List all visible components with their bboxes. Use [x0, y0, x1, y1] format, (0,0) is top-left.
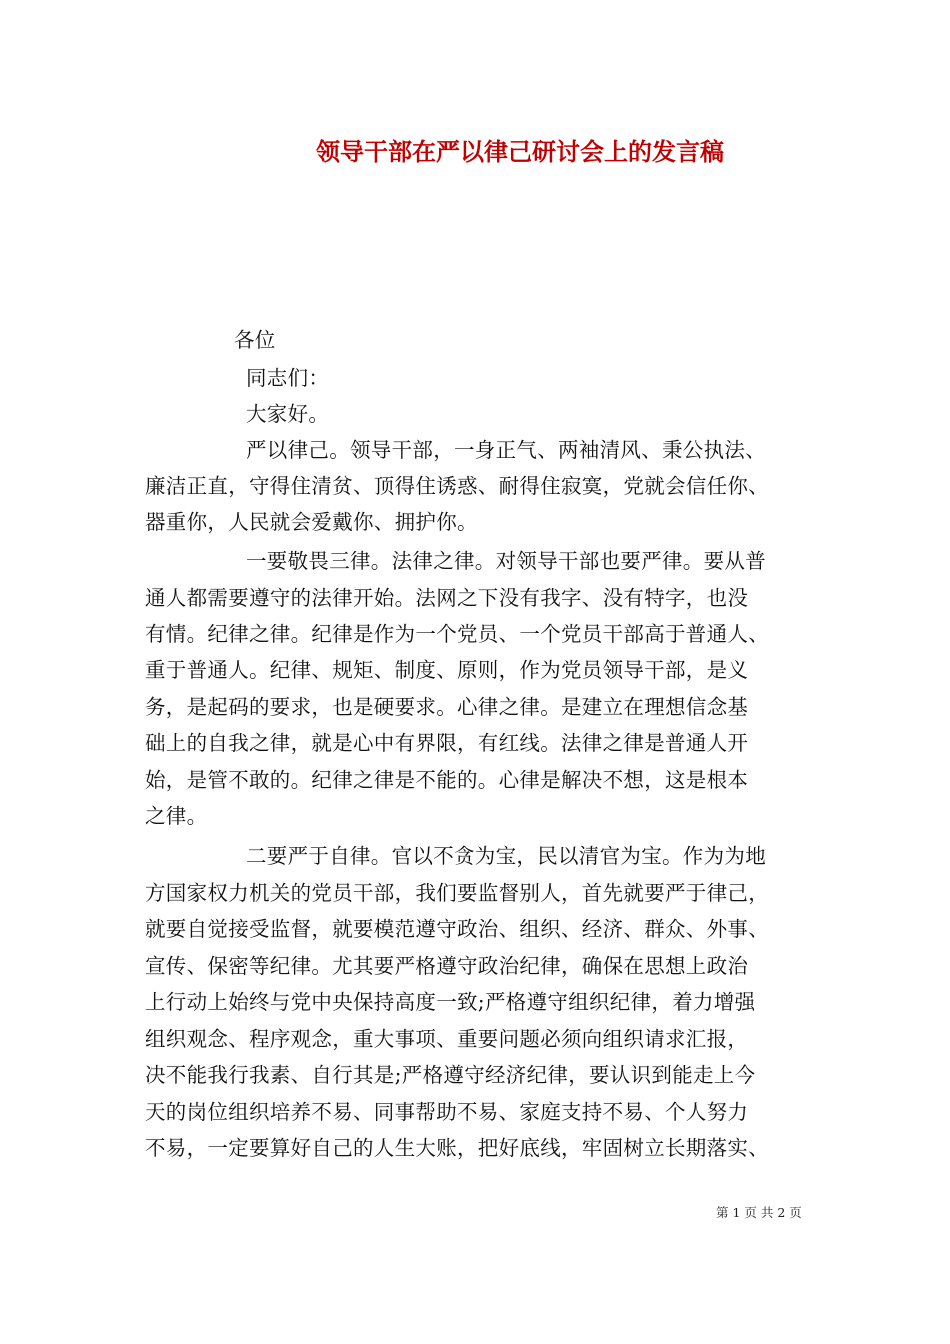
paragraph-line: 就要自觉接受监督，就要模范遵守政治、组织、经济、群众、外事、 — [145, 917, 769, 941]
paragraph-line: 础上的自我之律，就是心中有界限，有红线。法律之律是普通人开 — [145, 731, 749, 755]
paragraph-line: 通人都需要遵守的法律开始。法网之下没有我字、没有特字，也没 — [145, 586, 749, 610]
paragraph-line: 决不能我行我素、自行其是;严格遵守经济纪律，要认识到能走上今 — [145, 1063, 756, 1087]
paragraph-line: 宣传、保密等纪律。尤其要严格遵守政治纪律，确保在思想上政治 — [145, 954, 749, 978]
paragraph-line: 有情。纪律之律。纪律是作为一个党员、一个党员干部高于普通人、 — [145, 622, 769, 646]
greeting-line: 大家好。 — [246, 402, 330, 426]
paragraph-line: 方国家权力机关的党员干部，我们要监督别人，首先就要严于律己， — [145, 881, 769, 905]
paragraph-line: 上行动上始终与党中央保持高度一致;严格遵守组织纪律，着力增强 — [145, 990, 756, 1014]
paragraph-line: 始，是管不敢的。纪律之律是不能的。心律是解决不想，这是根本 — [145, 768, 749, 792]
paragraph-line: 务，是起码的要求，也是硬要求。心律之律。是建立在理想信念基 — [145, 695, 749, 719]
paragraph-line: 二要严于自律。官以不贪为宝，民以清官为宝。作为为地 — [246, 844, 766, 868]
paragraph-line: 一要敬畏三律。法律之律。对领导干部也要严律。要从普 — [246, 549, 766, 573]
paragraph-line: 廉洁正直，守得住清贫、顶得住诱惑、耐得住寂寞，党就会信任你、 — [145, 474, 769, 498]
paragraph-line: 严以律己。领导干部，一身正气、两袖清风、秉公执法、 — [246, 438, 766, 462]
document-title: 领导干部在严以律己研讨会上的发言稿 — [316, 137, 724, 166]
paragraph-line: 不易，一定要算好自己的人生大账，把好底线，牢固树立长期落实、 — [145, 1136, 769, 1160]
paragraph-line: 器重你，人民就会爱戴你、拥护你。 — [145, 510, 478, 534]
salutation-line: 同志们： — [246, 366, 330, 390]
paragraph-line: 之律。 — [145, 804, 208, 828]
paragraph-line: 重于普通人。纪律、规矩、制度、原则，作为党员领导干部，是义 — [145, 658, 749, 682]
paragraph-line: 天的岗位组织培养不易、同事帮助不易、家庭支持不易、个人努力 — [145, 1100, 749, 1124]
paragraph-line: 组织观念、程序观念，重大事项、重要问题必须向组织请求汇报， — [145, 1027, 749, 1051]
page-footer: 第 1 页 共 2 页 — [716, 1205, 802, 1220]
salutation-line: 各位 — [234, 328, 276, 352]
